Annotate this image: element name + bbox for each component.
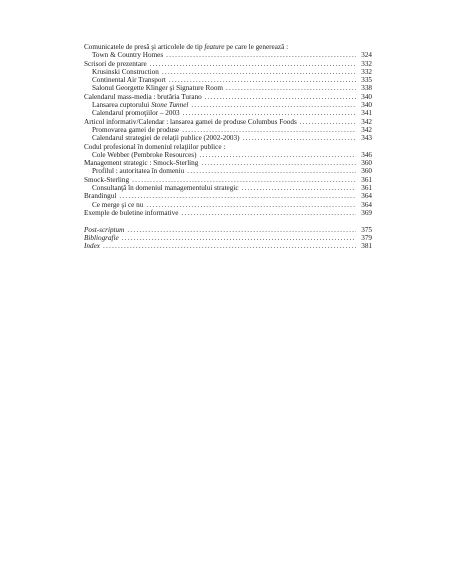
dot-leader (201, 159, 356, 167)
toc-entry-title: Lansarea cuptorului Stone Tunnel (92, 101, 189, 110)
toc-entry-title: Krusinski Construction (92, 67, 159, 76)
toc-entry (84, 126, 372, 134)
dot-leader (300, 118, 356, 126)
toc-page-number: 340 (361, 101, 372, 110)
toc-entry-title: Index (84, 242, 100, 251)
toc-entry (84, 51, 372, 59)
toc-page-number: 338 (361, 84, 372, 93)
toc-page-number: 340 (361, 92, 372, 101)
section-gap (84, 217, 372, 226)
dot-leader (127, 226, 356, 234)
toc-entry-back-matter (84, 234, 372, 242)
toc-entry-title: Comunicatele de presă şi articolele de tip feature pe care le generează : (84, 43, 289, 51)
toc-page-number: 379 (361, 234, 372, 243)
toc-entry (84, 151, 372, 159)
toc-page-number: 381 (361, 242, 372, 251)
toc-page-number: 361 (361, 175, 372, 184)
toc-entry-title: Brandingul (84, 192, 117, 201)
toc-entry (84, 167, 372, 175)
toc-entry (84, 101, 372, 109)
toc-entry-title: Profilul : autoritatea în domeniu (92, 167, 185, 176)
toc-entry-title: Articol informativ/Calendar : lansarea gamei de produse Columbus Foods (84, 117, 297, 126)
toc-entry-title: Calendarul strategiei de relaţii publice (2002-2003) (92, 134, 240, 143)
toc-entry-title: Exemple de buletine informative (84, 208, 179, 217)
dot-leader (150, 60, 356, 68)
toc-entry-title: Cole Webber (Pembroke Resources) (92, 150, 197, 159)
toc-entry-title: Salonul Georgette Klinger şi Signature Room (92, 84, 224, 93)
dot-leader (242, 184, 356, 192)
toc-entry-title: Management strategic : Smock-Sterling (84, 159, 199, 168)
toc-entry-title: Scrisori de prezentare (84, 59, 147, 68)
dot-leader (122, 234, 356, 242)
toc-entry (84, 209, 372, 217)
toc-entry-title: Bibliografie (84, 234, 119, 243)
toc-page-number: 335 (361, 76, 372, 85)
toc-page-number: 332 (361, 59, 372, 68)
toc-entry (84, 143, 372, 151)
toc-page-number: 360 (361, 167, 372, 176)
toc-entry (84, 76, 372, 84)
toc-page-number: 343 (361, 134, 372, 143)
dot-leader (187, 167, 356, 175)
toc-page-number: 360 (361, 159, 372, 168)
toc-entry-title: Calendarul promoţiilor – 2003 (92, 109, 180, 118)
toc-page-number: 324 (361, 51, 372, 60)
toc-entry (84, 60, 372, 68)
dot-leader (166, 51, 356, 59)
toc-entry (84, 93, 372, 101)
dot-leader (226, 84, 356, 92)
toc-page-number: 364 (361, 200, 372, 209)
dot-leader (183, 109, 356, 117)
toc-page-number: 341 (361, 109, 372, 118)
toc-page-number: 346 (361, 150, 372, 159)
toc-entry (84, 84, 372, 92)
toc-entry-back-matter (84, 242, 372, 250)
toc-entry (84, 192, 372, 200)
toc-page-number: 369 (361, 208, 372, 217)
toc-entry (84, 68, 372, 76)
dot-leader (191, 101, 356, 109)
toc-entry (84, 201, 372, 209)
dot-leader (132, 176, 356, 184)
toc-entry-title: Town & Country Homes (92, 51, 164, 60)
toc-entry-title: Ce merge şi ce nu (92, 200, 144, 209)
toc-entry (84, 184, 372, 192)
toc-entry-title: Codul profesional în domeniul relaţiilor publice : (84, 142, 226, 151)
dot-leader (243, 134, 357, 142)
dot-leader (181, 209, 356, 217)
toc-page-number: 332 (361, 67, 372, 76)
dot-leader (205, 93, 356, 101)
toc-entry (84, 109, 372, 117)
toc-entry (84, 176, 372, 184)
dot-leader (199, 151, 356, 159)
dot-leader (146, 201, 356, 209)
toc-entry (84, 134, 372, 142)
toc-entry (84, 159, 372, 167)
toc-page-number: 361 (361, 184, 372, 193)
dot-leader (182, 126, 356, 134)
dot-leader (119, 192, 356, 200)
dot-leader (103, 242, 356, 250)
toc-entry (84, 118, 372, 126)
toc-entry-title: Continental Air Transport (92, 76, 166, 85)
toc-entry-title: Smock-Sterling (84, 175, 130, 184)
toc-entry-title: Post-scriptum (84, 225, 125, 234)
toc-page-number: 375 (361, 225, 372, 234)
toc-entry-title: Promovarea gamei de produse (92, 125, 180, 134)
toc-page-number: 342 (361, 117, 372, 126)
toc-entry-title: Consultanţă în domeniul managementului strategic (92, 184, 239, 193)
toc-entry-back-matter (84, 226, 372, 234)
toc-page-number: 342 (361, 125, 372, 134)
toc-entry (84, 43, 372, 51)
toc-entry-title: Calendarul mass-media : brutăria Turano (84, 92, 202, 101)
dot-leader (169, 76, 356, 84)
dot-leader (162, 68, 356, 76)
toc-page-number: 364 (361, 192, 372, 201)
table-of-contents (84, 43, 372, 251)
